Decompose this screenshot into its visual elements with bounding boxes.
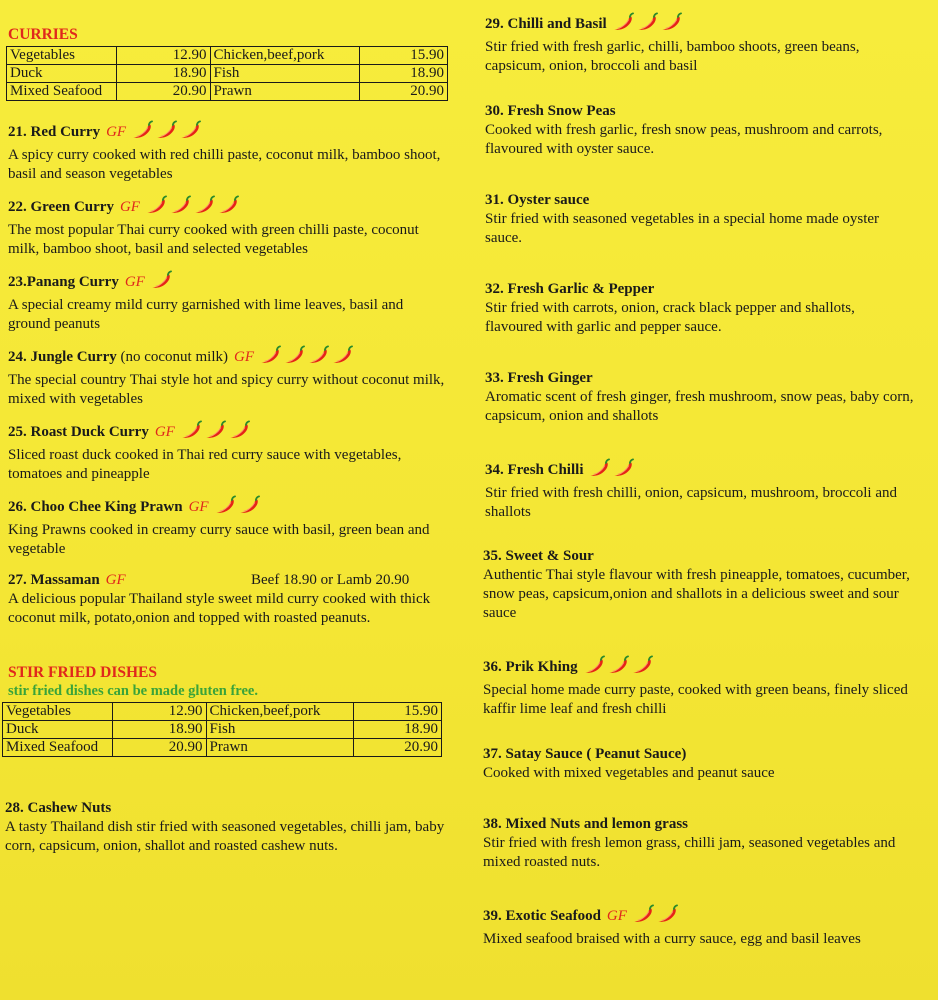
item-title: 27. Massaman bbox=[8, 572, 100, 588]
item-heading bbox=[483, 904, 913, 930]
price-row bbox=[3, 703, 442, 721]
item-description: Authentic Thai style flavour with fresh pineapple, tomatoes, cucumber, snow peas, capsicum,onion and shallots in a delicious sweet and sour sauce bbox=[483, 567, 910, 621]
chilli-icon bbox=[612, 12, 634, 32]
chilli-icon bbox=[588, 458, 610, 478]
chilli-icon bbox=[631, 655, 653, 675]
stir-fried-price-table bbox=[2, 702, 442, 757]
chilli-icon bbox=[607, 655, 629, 675]
menu-item bbox=[8, 420, 448, 484]
item-description: The special country Thai style hot and spicy curry without coconut milk, mixed with vegetables bbox=[8, 372, 445, 407]
gluten-free-tag: GF bbox=[106, 124, 127, 140]
price-cell: 15.90 bbox=[354, 703, 442, 721]
chilli-icon bbox=[193, 195, 215, 215]
chilli-icon bbox=[179, 120, 201, 140]
menu-item bbox=[8, 345, 448, 409]
spice-level bbox=[588, 458, 636, 484]
item-heading bbox=[483, 815, 913, 834]
gluten-free-note: stir fried dishes can be made gluten free. bbox=[8, 683, 258, 699]
menu-item bbox=[8, 195, 448, 259]
menu-item bbox=[483, 547, 913, 623]
item-heading bbox=[485, 102, 915, 121]
price-cell: 20.90 bbox=[354, 739, 442, 757]
dish-type-cell: Chicken,beef,pork bbox=[206, 703, 354, 721]
menu-item bbox=[483, 745, 913, 783]
spice-level bbox=[131, 120, 203, 146]
price-row bbox=[3, 739, 442, 757]
chilli-icon bbox=[204, 420, 226, 440]
spice-level bbox=[180, 420, 252, 446]
menu-item bbox=[8, 571, 448, 628]
item-description: A spicy curry cooked with red chilli paste, coconut milk, bamboo shoot, basil and season vegetables bbox=[8, 147, 441, 182]
chilli-icon bbox=[656, 904, 678, 924]
price-cell: 18.90 bbox=[116, 65, 210, 83]
spice-level bbox=[632, 904, 680, 930]
price-row bbox=[7, 47, 448, 65]
menu-item bbox=[485, 458, 915, 522]
price-cell: 12.90 bbox=[112, 703, 206, 721]
item-heading bbox=[8, 571, 448, 590]
item-title: 24. Jungle Curry bbox=[8, 349, 117, 365]
menu-item bbox=[485, 102, 915, 159]
menu-item bbox=[485, 280, 915, 337]
gluten-free-tag: GF bbox=[119, 199, 140, 215]
item-heading bbox=[8, 495, 448, 521]
chilli-icon bbox=[131, 120, 153, 140]
item-title: 22. Green Curry bbox=[8, 199, 114, 215]
menu-item bbox=[485, 369, 915, 426]
item-description: Stir fried with fresh lemon grass, chilli jam, seasoned vegetables and mixed roasted nuts. bbox=[483, 835, 896, 870]
stir-fried-title: STIR FRIED DISHES bbox=[8, 664, 158, 681]
dish-type-cell: Prawn bbox=[206, 739, 354, 757]
item-description: A special creamy mild curry garnished with lime leaves, basil and ground peanuts bbox=[8, 297, 404, 332]
menu-item bbox=[483, 904, 913, 949]
chilli-icon bbox=[214, 495, 236, 515]
dish-type-cell: Duck bbox=[3, 721, 113, 739]
item-description: Aromatic scent of fresh ginger, fresh mushroom, snow peas, baby corn, capsicum, onion and shallots bbox=[485, 389, 914, 424]
item-heading bbox=[8, 195, 448, 221]
item-description: Mixed seafood braised with a curry sauce, egg and basil leaves bbox=[483, 931, 861, 947]
chilli-icon bbox=[583, 655, 605, 675]
item-heading bbox=[485, 12, 915, 38]
item-heading bbox=[5, 799, 445, 818]
item-heading bbox=[485, 280, 915, 299]
chilli-icon bbox=[180, 420, 202, 440]
item-heading bbox=[485, 369, 915, 388]
spice-level bbox=[145, 195, 241, 221]
dish-type-cell: Duck bbox=[7, 65, 117, 83]
curries-title: CURRIES bbox=[8, 26, 78, 43]
item-description: Special home made curry paste, cooked with green beans, finely sliced kaffir lime leaf and fresh chilli bbox=[483, 682, 908, 717]
item-title: 39. Exotic Seafood bbox=[483, 908, 601, 924]
item-description: The most popular Thai curry cooked with green chilli paste, coconut milk, bamboo shoot, basil and selected vegetables bbox=[8, 222, 419, 257]
spice-level bbox=[583, 655, 655, 681]
item-title: 33. Fresh Ginger bbox=[485, 370, 593, 386]
menu-item bbox=[483, 815, 913, 872]
price-cell: 18.90 bbox=[360, 65, 448, 83]
gluten-free-tag: GF bbox=[188, 499, 209, 515]
spice-level bbox=[214, 495, 262, 521]
dish-type-cell: Chicken,beef,pork bbox=[210, 47, 360, 65]
dish-type-cell: Mixed Seafood bbox=[7, 83, 117, 101]
menu-item bbox=[483, 655, 913, 719]
chilli-icon bbox=[632, 904, 654, 924]
dish-type-cell: Vegetables bbox=[7, 47, 117, 65]
gluten-free-tag: GF bbox=[233, 349, 254, 365]
item-title: 36. Prik Khing bbox=[483, 659, 578, 675]
item-description: Stir fried with seasoned vegetables in a special home made oyster sauce. bbox=[485, 211, 880, 246]
item-title: 21. Red Curry bbox=[8, 124, 101, 140]
price-cell: 12.90 bbox=[116, 47, 210, 65]
gluten-free-tag: GF bbox=[105, 572, 126, 588]
dish-type-cell: Fish bbox=[210, 65, 360, 83]
chilli-icon bbox=[145, 195, 167, 215]
item-note: (no coconut milk) bbox=[116, 349, 228, 365]
chilli-icon bbox=[228, 420, 250, 440]
spice-level bbox=[612, 12, 684, 38]
item-title: 37. Satay Sauce ( Peanut Sauce) bbox=[483, 746, 687, 762]
chilli-icon bbox=[331, 345, 353, 365]
chilli-icon bbox=[307, 345, 329, 365]
menu-item bbox=[8, 120, 448, 184]
price-cell: 20.90 bbox=[112, 739, 206, 757]
price-cell: 18.90 bbox=[112, 721, 206, 739]
item-title: 38. Mixed Nuts and lemon grass bbox=[483, 816, 689, 832]
dish-type-cell: Vegetables bbox=[3, 703, 113, 721]
item-heading bbox=[8, 420, 448, 446]
chilli-icon bbox=[660, 12, 682, 32]
chilli-icon bbox=[259, 345, 281, 365]
item-heading bbox=[483, 745, 913, 764]
menu-item bbox=[5, 799, 445, 856]
item-heading bbox=[483, 655, 913, 681]
price-cell: 20.90 bbox=[360, 83, 448, 101]
menu-item bbox=[485, 191, 915, 248]
item-title: 34. Fresh Chilli bbox=[485, 462, 584, 478]
item-heading bbox=[8, 120, 448, 146]
item-description: Stir fried with carrots, onion, crack black pepper and shallots, flavoured with garlic and pepper sauce. bbox=[485, 300, 855, 335]
chilli-icon bbox=[283, 345, 305, 365]
chilli-icon bbox=[169, 195, 191, 215]
gluten-free-tag: GF bbox=[154, 424, 175, 440]
item-description: Stir fried with fresh chilli, onion, capsicum, mushroom, broccoli and shallots bbox=[485, 485, 898, 520]
price-cell: 20.90 bbox=[116, 83, 210, 101]
menu-item bbox=[8, 495, 448, 559]
item-heading bbox=[8, 270, 448, 296]
item-title: 30. Fresh Snow Peas bbox=[485, 103, 616, 119]
item-description: King Prawns cooked in creamy curry sauce with basil, green bean and vegetable bbox=[8, 522, 430, 557]
dish-type-cell: Fish bbox=[206, 721, 354, 739]
chilli-icon bbox=[217, 195, 239, 215]
item-description: A delicious popular Thailand style sweet mild curry cooked with thick coconut milk, potato,onion and topped with roasted peanuts. bbox=[8, 591, 431, 626]
chilli-icon bbox=[150, 270, 172, 290]
item-title: 23.Panang Curry bbox=[8, 274, 119, 290]
price-cell: 15.90 bbox=[360, 47, 448, 65]
item-heading bbox=[483, 547, 913, 566]
item-description: Cooked with fresh garlic, fresh snow peas, mushroom and carrots, flavoured with oyster sauce. bbox=[485, 122, 883, 157]
chilli-icon bbox=[155, 120, 177, 140]
price-cell: 18.90 bbox=[354, 721, 442, 739]
spice-level bbox=[259, 345, 355, 371]
gluten-free-tag: GF bbox=[606, 908, 627, 924]
item-heading bbox=[485, 458, 915, 484]
menu-item bbox=[485, 12, 915, 76]
item-title: 35. Sweet & Sour bbox=[483, 548, 594, 564]
item-description: A tasty Thailand dish stir fried with seasoned vegetables, chilli jam, baby corn, capsicum, onion, shallot and roasted cashew nuts. bbox=[5, 819, 445, 854]
menu-item bbox=[8, 270, 448, 334]
item-title: 29. Chilli and Basil bbox=[485, 16, 607, 32]
item-description: Stir fried with fresh garlic, chilli, bamboo shoots, green beans, capsicum, onion, broccoli and basil bbox=[485, 39, 860, 74]
price-row bbox=[7, 83, 448, 101]
chilli-icon bbox=[238, 495, 260, 515]
item-title: 28. Cashew Nuts bbox=[5, 800, 112, 816]
item-title: 25. Roast Duck Curry bbox=[8, 424, 149, 440]
dish-type-cell: Prawn bbox=[210, 83, 360, 101]
gluten-free-tag: GF bbox=[124, 274, 145, 290]
dish-type-cell: Mixed Seafood bbox=[3, 739, 113, 757]
item-description: Sliced roast duck cooked in Thai red curry sauce with vegetables, tomatoes and pineapple bbox=[8, 447, 402, 482]
item-title: 32. Fresh Garlic & Pepper bbox=[485, 281, 655, 297]
price-row bbox=[3, 721, 442, 739]
curries-price-table bbox=[6, 46, 448, 101]
spice-level bbox=[150, 270, 174, 296]
item-price: Beef 18.90 or Lamb 20.90 bbox=[251, 572, 410, 588]
price-row bbox=[7, 65, 448, 83]
item-heading bbox=[485, 191, 915, 210]
chilli-icon bbox=[612, 458, 634, 478]
item-title: 31. Oyster sauce bbox=[485, 192, 590, 208]
item-title: 26. Choo Chee King Prawn bbox=[8, 499, 183, 515]
item-description: Cooked with mixed vegetables and peanut sauce bbox=[483, 765, 775, 781]
item-heading bbox=[8, 345, 448, 371]
chilli-icon bbox=[636, 12, 658, 32]
